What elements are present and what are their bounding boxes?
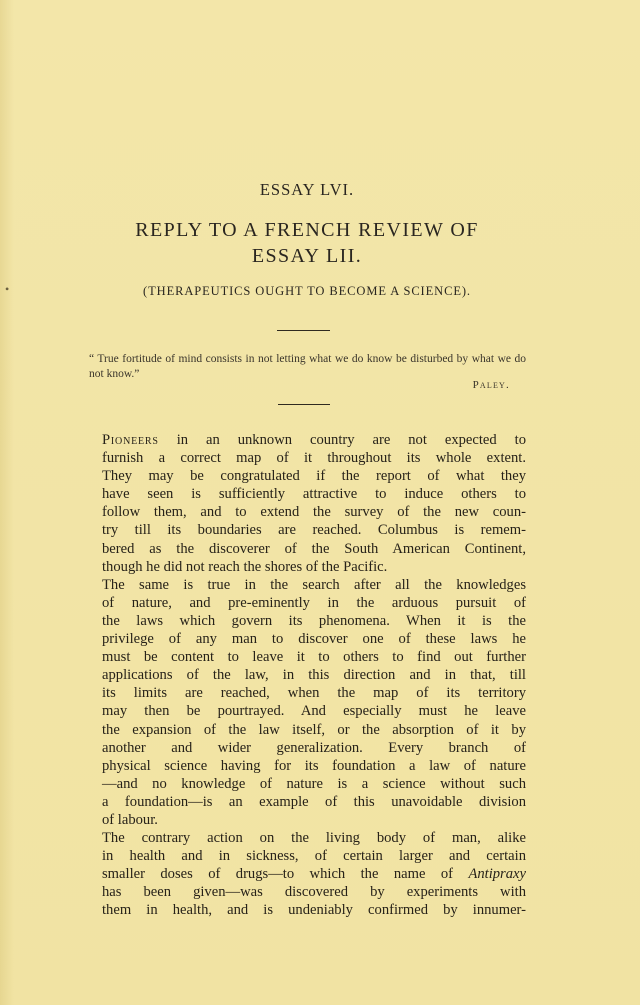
margin-mark: • [5,282,10,296]
text-line: bered as the discoverer of the South American Continent, [102,540,526,557]
body-text [89,431,526,920]
text-line: the expansion of the law itself, or the absorption of it by [102,721,526,738]
text-line: furnish a correct map of it throughout its whole extent. [102,450,526,467]
essay-subtitle: (THERAPEUTICS OUGHT TO BECOME A SCIENCE). [143,284,471,298]
text-line: them in health, and is undeniably confirmed by innumer- [102,902,526,919]
text-line: The contrary action on the living body of man, alike [102,830,526,847]
divider-rule-top [277,330,330,331]
text-line: may then be pourtrayed. And especially must he leave [102,703,526,720]
paragraph-1 [89,431,526,576]
paragraph-3 [89,829,526,919]
text-line-start: smaller doses of drugs—to which the name of [102,866,469,883]
text-line: —and no knowledge of nature is a science without such [102,775,526,792]
essay-title [90,217,524,269]
text-line: follow them, and to extend the survey of the new coun- [102,504,526,521]
text-line: try till its boundaries are reached. Columbus is remem- [102,522,526,539]
text-line-rest: in an unknown country are not expected to [158,432,526,448]
text-line: The same is true in the search after all the knowledges [102,576,526,593]
lead-word: Pioneers [102,432,159,448]
text-line: though he did not reach the shores of the Pacific. [102,558,388,575]
text-line: in health and in sickness, of certain larger and certain [102,848,526,865]
text-line: its limits are reached, when the map of its territory [102,685,526,702]
paragraph-2 [89,576,526,829]
text-line: applications of the law, in this direction and in that, till [102,667,526,684]
essay-number: ESSAY LVI. [259,180,355,199]
text-line [89,431,526,449]
text-line: must be content to leave it to others to find out further [102,649,526,666]
text-line: another and wider generalization. Every branch of [102,739,526,756]
text-line: of labour. [102,811,158,828]
text-line: of nature, and pre-eminently in the arduous pursuit of [102,594,526,611]
text-line: have seen is sufficiently attractive to induce others to [102,486,526,503]
text-line: They may be congratulated if the report of what they [102,468,526,485]
text-line: privilege of any man to discover one of these laws he [102,631,526,648]
essay-title-line-1: REPLY TO A FRENCH REVIEW OF [135,219,479,241]
text-line: physical science having for its foundation a law of nature [102,757,526,774]
text-line: has been given—was discovered by experiments with [102,884,526,901]
text-line: a foundation—is an example of this unavoidable division [102,793,526,810]
divider-rule-bottom [278,404,330,405]
italic-term: Antipraxy [468,866,526,883]
epigraph-author: Paley. [472,379,510,391]
text-line: the laws which govern its phenomena. When it is the [102,612,526,629]
epigraph-quote: “ True fortitude of mind consists in not letting what we do know be disturbed by what we do not know.” [89,353,526,380]
essay-title-line-2: ESSAY LII. [251,245,363,267]
text-line [89,865,526,883]
